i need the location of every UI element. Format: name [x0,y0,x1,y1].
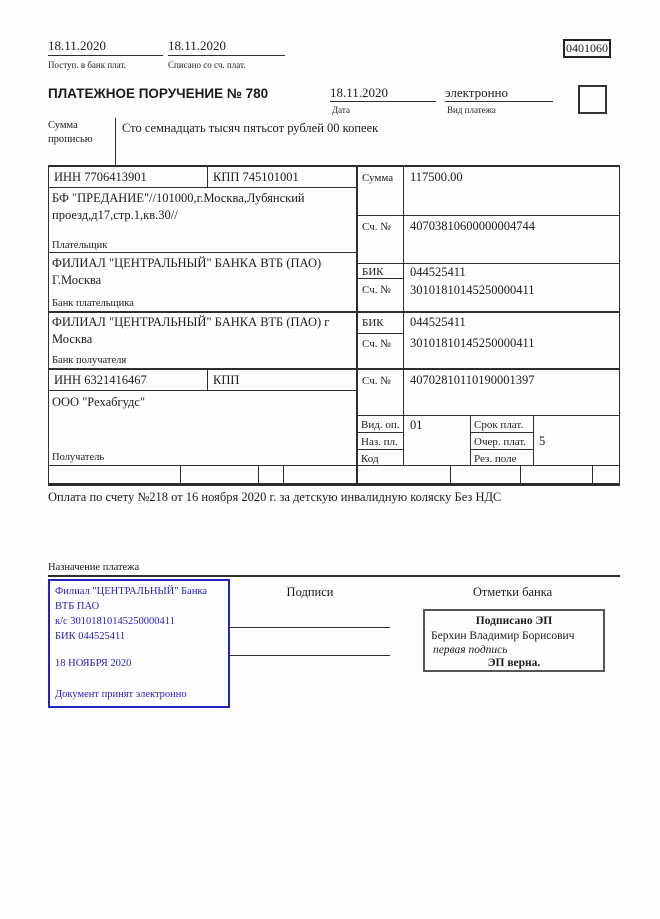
divider [470,415,471,465]
signature-line [230,627,390,628]
payer-bank-bik-label: БИК [362,266,384,278]
stamp-corr-account: к/с 30101810145250000411 [55,616,175,627]
payment-kind-label: Вид платежа [447,105,496,115]
divider [403,165,404,465]
beneficiary-bank-name: ФИЛИАЛ "ЦЕНТРАЛЬНЫЙ" БАНКА ВТБ (ПАО) г Москва [52,315,333,346]
divider [48,483,620,486]
divider [357,215,620,216]
beneficiary-account-value: 40702810110190001397 [410,373,535,387]
divider [470,432,533,433]
code-label: Код [361,453,379,465]
beneficiary-bank-bik-label: БИК [362,317,384,329]
payer-name: БФ "ПРЕДАНИЕ"//101000,г.Москва,Лубянский проезд,д17,стр.1,кв.30// [52,191,308,222]
form-code: 0401060 [566,41,608,55]
payer-bank-account-value: 30101810145250000411 [410,283,535,297]
divider [357,415,620,416]
sum-value: 117500.00 [410,170,463,184]
divider [207,165,208,187]
esign-verified: ЭП верна. [487,657,541,669]
divider [619,165,620,483]
form-code-box [563,39,611,58]
stamp-bank-name-line1: Филиал "ЦЕНТРАЛЬНЫЙ" Банка [55,586,208,597]
divider [533,415,534,465]
divider [357,449,403,450]
payment-purpose-text: Оплата по счету №218 от 16 ноября 2020 г. за детскую инвалидную коляску Без НДС [48,490,502,504]
amount-words-label-2: прописью [48,134,93,145]
divider [520,465,521,483]
divider [48,165,620,167]
divider [48,575,620,577]
amount-in-words: Сто семнадцать тысяч пятьсот рублей 00 копеек [122,121,379,135]
stamp-note: Документ принят электронно [55,689,187,700]
beneficiary-label: Получатель [52,452,105,463]
beneficiary-bank-account-label: Сч. № [362,338,391,350]
beneficiary-bank-account-value: 30101810145250000411 [410,336,535,350]
beneficiary-kpp: КПП [213,373,240,387]
payer-bank-account-label: Сч. № [362,284,391,296]
payer-kpp: КПП 745101001 [213,170,299,184]
payer-label: Плательщик [52,240,108,251]
debited-date: 18.11.2020 [168,38,285,56]
divider [207,370,208,390]
date-label: Дата [332,105,350,115]
stamp-bik: БИК 044525411 [55,631,126,642]
divider [48,390,357,391]
payment-kind: электронно [445,85,553,102]
sum-label: Сумма [362,172,394,184]
esign-signature-note: первая подпись [433,644,508,656]
priority-label: Очер. плат. [474,436,527,448]
esign-signer-name: Берхин Владимир Борисович [431,630,575,642]
esign-box [423,609,605,672]
payer-bank-name: ФИЛИАЛ "ЦЕНТРАЛЬНЫЙ" БАНКА ВТБ (ПАО) Г.Москва [52,256,325,287]
divider [180,465,181,483]
purpose-code-label: Наз. пл. [361,436,398,448]
reserve-field-label: Рез. поле [474,453,517,465]
esign-title: Подписано ЭП [475,615,553,627]
divider [283,465,284,483]
payer-inn: ИНН 7706413901 [54,170,147,184]
payer-bank-label: Банк плательщика [52,298,134,309]
bank-stamp [48,579,230,708]
due-date-label: Срок плат. [474,419,524,431]
divider [356,165,358,483]
divider [48,368,620,370]
signature-line [230,655,390,656]
op-kind-value: 01 [410,418,423,432]
received-date: 18.11.2020 [48,38,163,56]
beneficiary-bank-bik-value: 044525411 [410,315,466,329]
divider [48,165,49,483]
amount-words-label-1: Сумма [48,120,78,131]
stamp-bank-name-line2: ВТБ ПАО [55,601,100,612]
op-kind-label: Вид. оп. [361,419,400,431]
beneficiary-inn: ИНН 6321416467 [54,373,147,387]
divider [48,465,620,466]
received-date-label: Поступ. в банк плат. [48,60,126,70]
divider [115,118,116,165]
stamp-date: 18 НОЯБРЯ 2020 [55,658,132,669]
divider [592,465,593,483]
divider [48,187,357,188]
divider [48,252,357,253]
beneficiary-name: ООО "Рехабгудс" [52,395,146,409]
payer-account-label: Сч. № [362,221,391,233]
signatures-label: Подписи [286,585,334,599]
document-title: ПЛАТЕЖНОЕ ПОРУЧЕНИЕ № 780 [48,86,269,101]
payer-bank-bik-value: 044525411 [410,265,466,279]
divider [470,449,533,450]
divider [450,465,451,483]
bank-marks-label: Отметки банка [472,585,553,599]
divider [357,263,620,264]
beneficiary-account-label: Сч. № [362,375,391,387]
payment-purpose-label: Назначение платежа [48,562,140,573]
divider [357,432,403,433]
priority-value: 5 [539,434,546,448]
status-checkbox [578,85,607,114]
payer-account-value: 40703810600000004744 [410,219,535,233]
divider [48,311,620,313]
debited-date-label: Списано со сч. плат. [168,60,246,70]
beneficiary-bank-label: Банк получателя [52,355,127,366]
divider [258,465,259,483]
document-date: 18.11.2020 [330,85,436,102]
divider [357,333,403,334]
